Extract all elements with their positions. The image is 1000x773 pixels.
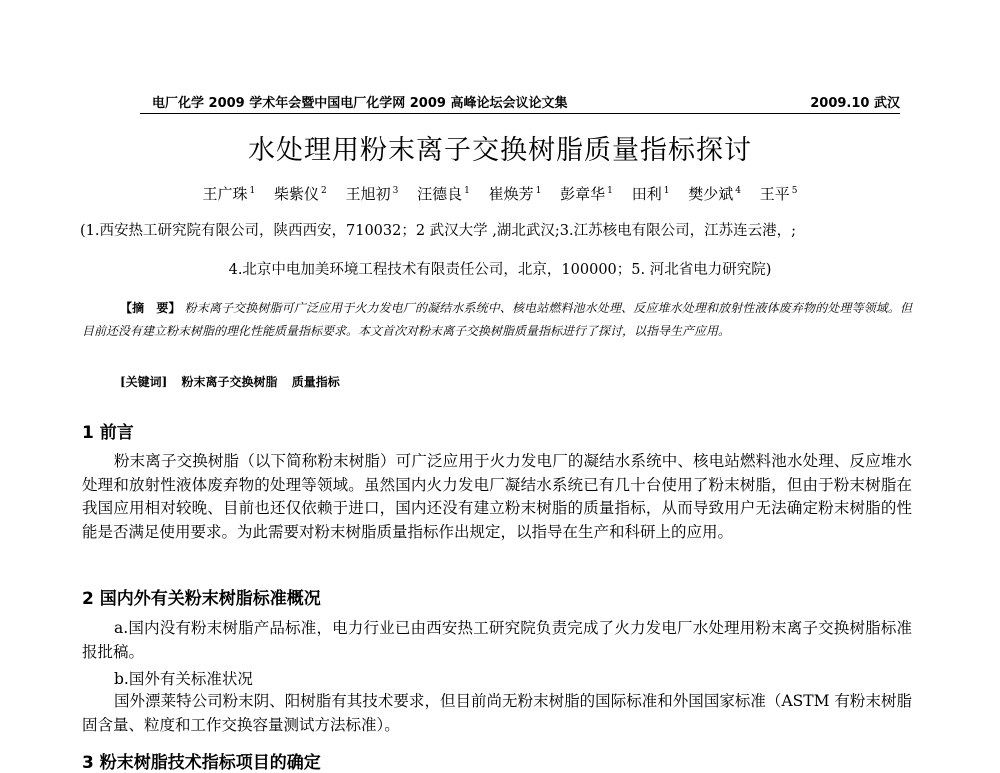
abstract [82, 297, 912, 343]
section-1-heading: 1 前言 [82, 423, 134, 443]
header-left-text: 电厂化学 2009 学术年会暨中国电厂化学网 2009 高峰论坛会议论文集 [152, 96, 568, 111]
author: 柴紫仪 $^2$ [274, 185, 327, 203]
keywords [120, 373, 340, 390]
section-2-paragraph-b: 国外漂莱特公司粉末阴、阳树脂有其技术要求，但目前尚无粉末树脂的国际标准和外国国家标准（ASTM 有粉末树脂固含量、粒度和工作交换容量测试方法标准）。 [82, 692, 912, 734]
author: 王平 $^5$ [759, 185, 798, 203]
author: 王广珠 $^1$ [202, 185, 256, 203]
section-1-paragraph: 粉末离子交换树脂（以下简称粉末树脂）可广泛应用于火力发电厂的凝结水系统中、核电站燃料池水处理、反应堆水处理和放射性液体废弃物的处理等领域。虽然国内火力发电厂凝结水系统已有几十台使用了粉末树脂，但由于粉末树脂在我国应用相对较晚、目前也还仅依赖于进口，国内还没有建立粉末树脂的质量指标，从而导致用户无法确定粉末树脂的性能是否满足使用要求。为此需要对粉末树脂质量指标作出规定，以指导在生产和科研上的应用。 [82, 452, 912, 541]
header-right-text: 2009.10 武汉 [810, 96, 900, 111]
affiliations-line-1: (1.西安热工研究院有限公司，陕西西安，710032；2 武汉大学 ,湖北武汉;3.江苏核电有限公司，江苏连云港，; [80, 223, 796, 239]
running-header [100, 92, 900, 111]
author-list [0, 183, 1000, 204]
author: 田利 $^1$ [631, 185, 670, 203]
paper-title: 水处理用粉末离子交换树脂质量指标探讨 [248, 135, 752, 166]
section-3-heading: 3 粉末树脂技术指标项目的确定 [82, 753, 321, 773]
author: 樊少斌 $^4$ [688, 185, 741, 203]
section-2-paragraph-a: a.国内没有粉末树脂产品标准，电力行业已由西安热工研究院负责完成了火力发电厂水处理用粉末离子交换树脂标准报批稿。 [82, 619, 912, 661]
section-2-heading: 2 国内外有关粉末树脂标准概况 [82, 589, 321, 609]
header-rule [140, 113, 900, 114]
abstract-label: 【摘 要】 [120, 301, 181, 315]
author: 汪德良 $^1$ [417, 185, 470, 203]
affiliations-line-2: 4.北京中电加美环境工程技术有限责任公司，北京，100000；5. 河北省电力研究院) [228, 262, 772, 278]
author: 彭章华 $^1$ [560, 185, 613, 203]
keywords-label: [关键词] [120, 375, 168, 389]
author: 王旭初 $^3$ [345, 185, 399, 203]
keyword: 质量指标 [291, 375, 340, 389]
author: 崔焕芳 $^1$ [488, 185, 542, 203]
abstract-text: 粉末离子交换树脂可广泛应用于火力发电厂的凝结水系统中、核电站燃料池水处理、反应堆水处理和放射性液体废弃物的处理等领域。但目前还没有建立粉末树脂的理化性能质量指标要求。本文首次对粉末离子交换树脂质量指标进行了探讨，以指导生产应用。 [82, 301, 912, 338]
section-2-subheading-b: b.国外有关标准状况 [114, 670, 253, 688]
keyword: 粉末离子交换树脂 [181, 375, 278, 389]
